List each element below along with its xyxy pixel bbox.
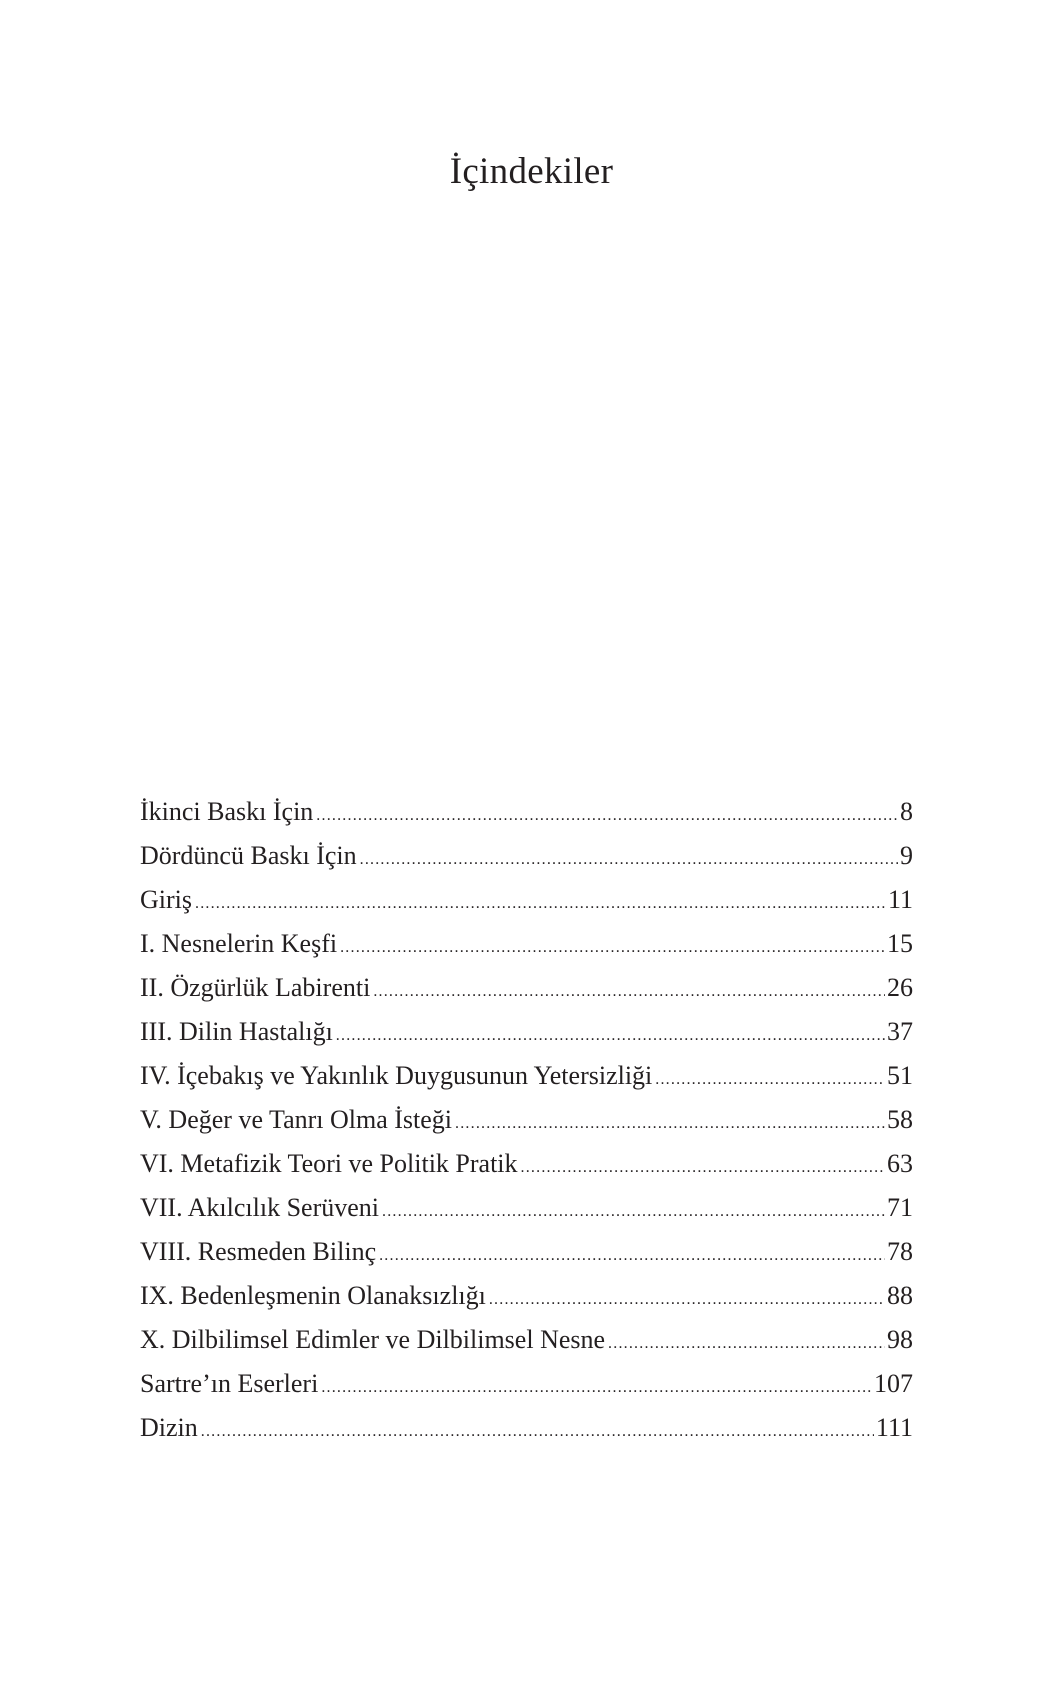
dot-leader [195,882,886,926]
toc-entry [140,1406,913,1450]
toc-entry-page-number: 51 [887,1061,913,1090]
toc-entry-title: V. Değer ve Tanrı Olma İsteği [140,1105,453,1134]
toc-entry-title: VI. Metafizik Teori ve Politik Pratik [140,1149,518,1178]
toc-entry-page-number: 88 [887,1281,913,1310]
toc-entry-title: IX. Bedenleşmenin Olanaksızlığı [140,1281,486,1310]
toc-entry-page-number: 63 [887,1149,913,1178]
toc-entry [140,966,913,1010]
toc-entry [140,922,913,966]
toc-entry-title: IV. İçebakış ve Yakınlık Duygusunun Yetersizliği [140,1061,653,1090]
toc-entry-page-number: 98 [887,1325,913,1354]
toc-entry [140,1054,913,1098]
toc-entry-title: X. Dilbilimsel Edimler ve Dilbilimsel Nesne [140,1325,606,1354]
dot-leader [379,1234,885,1278]
dot-leader [321,1366,872,1410]
toc-entry-page-number: 37 [887,1017,913,1046]
dot-leader [521,1146,885,1190]
toc-entry-page-number: 71 [887,1193,913,1222]
toc-entry [140,834,913,878]
toc-entry-title: VIII. Resmeden Bilinç [140,1237,377,1266]
toc-entry-title: Giriş [140,885,192,914]
toc-entry [140,878,913,922]
toc-entry [140,1362,913,1406]
toc-entry-title: Sartre’ın Eserleri [140,1369,319,1398]
toc-entry-title: VII. Akılcılık Serüveni [140,1193,380,1222]
toc-entry [140,1230,913,1274]
table-of-contents [140,790,913,1450]
dot-leader [373,970,885,1014]
toc-entry-page-number: 8 [900,797,913,826]
dot-leader [655,1058,885,1102]
toc-entry [140,1274,913,1318]
dot-leader [316,794,898,838]
toc-entry [140,1098,913,1142]
toc-entry-title: II. Özgürlük Labirenti [140,973,371,1002]
dot-leader [382,1190,885,1234]
toc-entry-title: İkinci Baskı İçin [140,797,314,826]
dot-leader [340,926,885,970]
toc-entry [140,1186,913,1230]
toc-entry-title: I. Nesnelerin Keşfi [140,929,338,958]
toc-entry-page-number: 9 [900,841,913,870]
toc-entry-title: Dizin [140,1413,198,1442]
dot-leader [201,1410,874,1454]
dot-leader [489,1278,885,1322]
toc-entry-page-number: 58 [887,1105,913,1134]
toc-entry-title: III. Dilin Hastalığı [140,1017,333,1046]
toc-entry-title: Dördüncü Baskı İçin [140,841,357,870]
toc-entry-page-number: 11 [887,885,913,914]
toc-entry [140,790,913,834]
toc-entry-page-number: 15 [887,929,913,958]
toc-entry [140,1142,913,1186]
dot-leader [336,1014,885,1058]
toc-entry [140,1318,913,1362]
toc-entry-page-number: 111 [875,1413,913,1442]
toc-entry-page-number: 107 [874,1369,913,1398]
toc-entry-page-number: 26 [887,973,913,1002]
toc-entry-page-number: 78 [887,1237,913,1266]
dot-leader [360,838,898,882]
dot-leader [455,1102,885,1146]
dot-leader [608,1322,885,1366]
toc-entry [140,1010,913,1054]
page-title: İçindekiler [449,151,614,192]
